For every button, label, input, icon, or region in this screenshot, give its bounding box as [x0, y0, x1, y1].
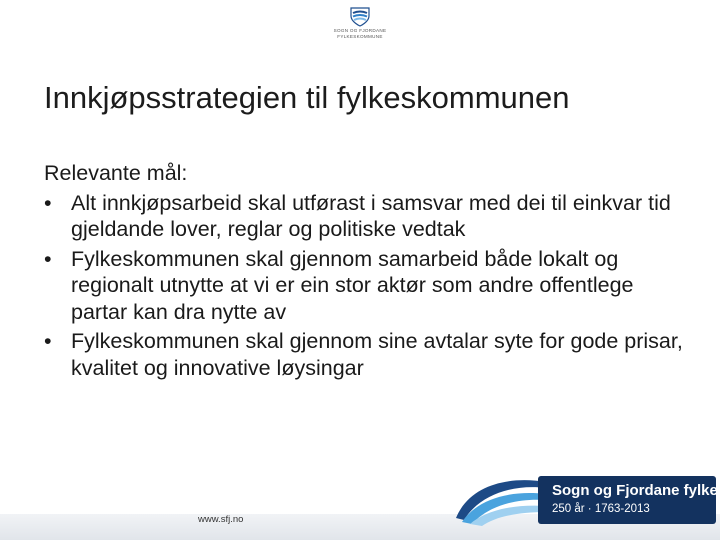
slide-body: [44, 160, 694, 384]
bullet-glyph: •: [44, 190, 52, 215]
bullet-item: [44, 328, 694, 381]
bullet-glyph: •: [44, 329, 52, 353]
brand-name: Sogn og Fjordane fylke: [552, 482, 718, 499]
shield-icon: [349, 6, 371, 28]
slide-title: Innkjøpsstrategien til fylkeskommunen: [44, 80, 570, 115]
bullet-glyph: •: [44, 246, 52, 271]
bullet-text: Fylkeskommunen skal gjennom samarbeid både lokalt og regionalt utnytte at vi er ein stor aktør som andre offentlege partar kan dra nytte av: [71, 246, 634, 324]
bullet-list: [44, 190, 694, 382]
county-logo: [318, 6, 402, 50]
lead-text: Relevante mål:: [44, 161, 188, 185]
bullet-item: [44, 190, 694, 243]
anniversary-brand: [450, 474, 720, 526]
org-name-line2: FYLKESKOMMUNE: [337, 34, 383, 39]
bullet-item: [44, 246, 694, 326]
bullet-text: Alt innkjøpsarbeid skal utførast i samsvar med dei til einkvar tid gjeldande lover, reglar og politiske vedtak: [71, 190, 671, 241]
brand-years: 250 år · 1763-2013: [552, 503, 650, 515]
org-name-line1: SOGN OG FJORDANE: [333, 28, 387, 33]
bullet-text: Fylkeskommunen skal gjennom sine avtalar syte for gode prisar, kvalitet og innovative løysingar: [71, 329, 683, 380]
footer-url: www.sfj.no: [198, 514, 244, 525]
swoosh-logo-icon: [450, 474, 550, 526]
